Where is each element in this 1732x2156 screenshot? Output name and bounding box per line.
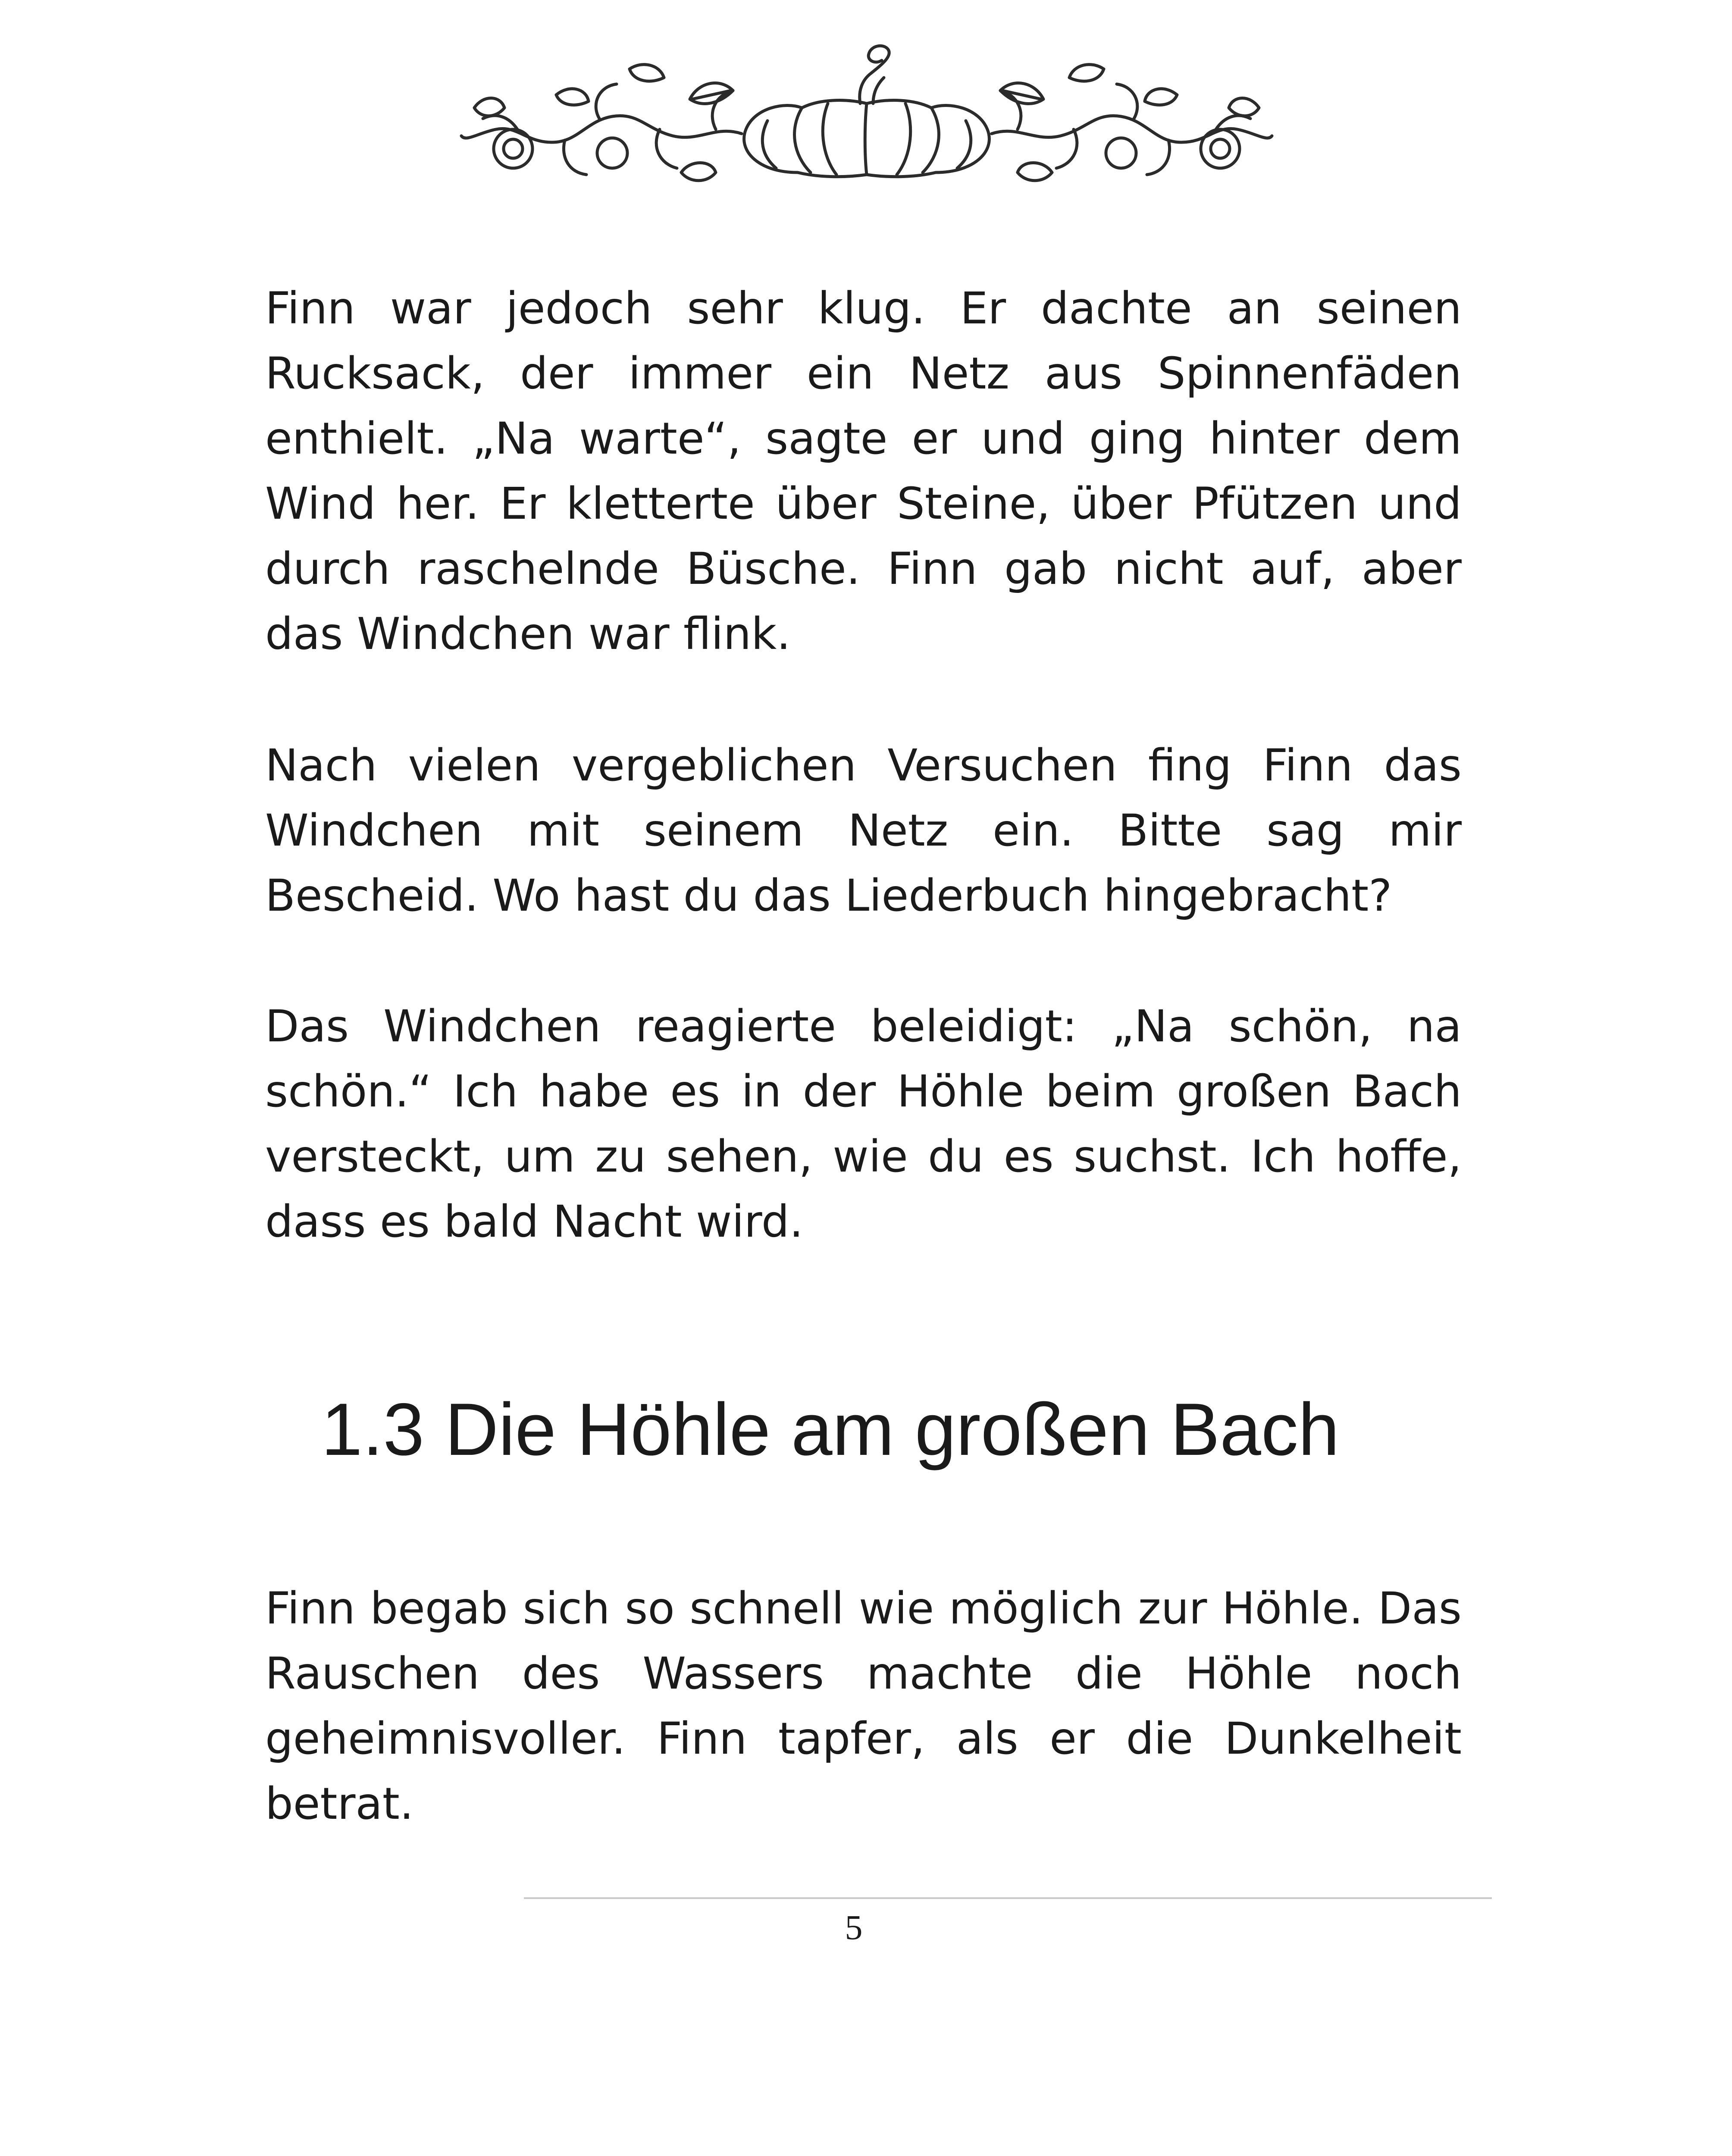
paragraph-1: Finn war jedoch sehr klug. Er dachte an seinen Rucksack, der immer ein Netz aus Spinnenfäden enthielt. „Na warte“, sagte er und ging hinter dem Wind her. Er kletterte über Steine, über Pfützen und durch raschelnde Büsche. Finn gab nicht auf, aber das Windchen war flink.	[265, 283, 1462, 660]
pumpkin-vine-ornament-icon	[457, 43, 1276, 192]
section-paragraph: Finn begab sich so schnell wie möglich zur Höhle. Das Rauschen des Wassers machte die Höhle noch geheimnisvoller. Finn tapfer, als er die Dunkelheit betrat.	[265, 1583, 1462, 1830]
paragraph-3: Das Windchen reagierte beleidigt: „Na schön, na schön.“ Ich habe es in der Höhle beim großen Bach versteckt, um zu sehen, wie du es suchst. Ich hoffe, dass es bald Nacht wird.	[265, 1001, 1462, 1247]
paragraph-2: Nach vielen vergeblichen Versuchen fing Finn das Windchen mit seinem Netz ein. Bitte sag mir Bescheid. Wo hast du das Liederbuch hingebracht?	[265, 740, 1462, 921]
page-number: 5	[845, 1908, 863, 1947]
footer-divider	[524, 1897, 1492, 1899]
section-heading: 1.3 Die Höhle am großen Bach	[321, 1388, 1340, 1471]
